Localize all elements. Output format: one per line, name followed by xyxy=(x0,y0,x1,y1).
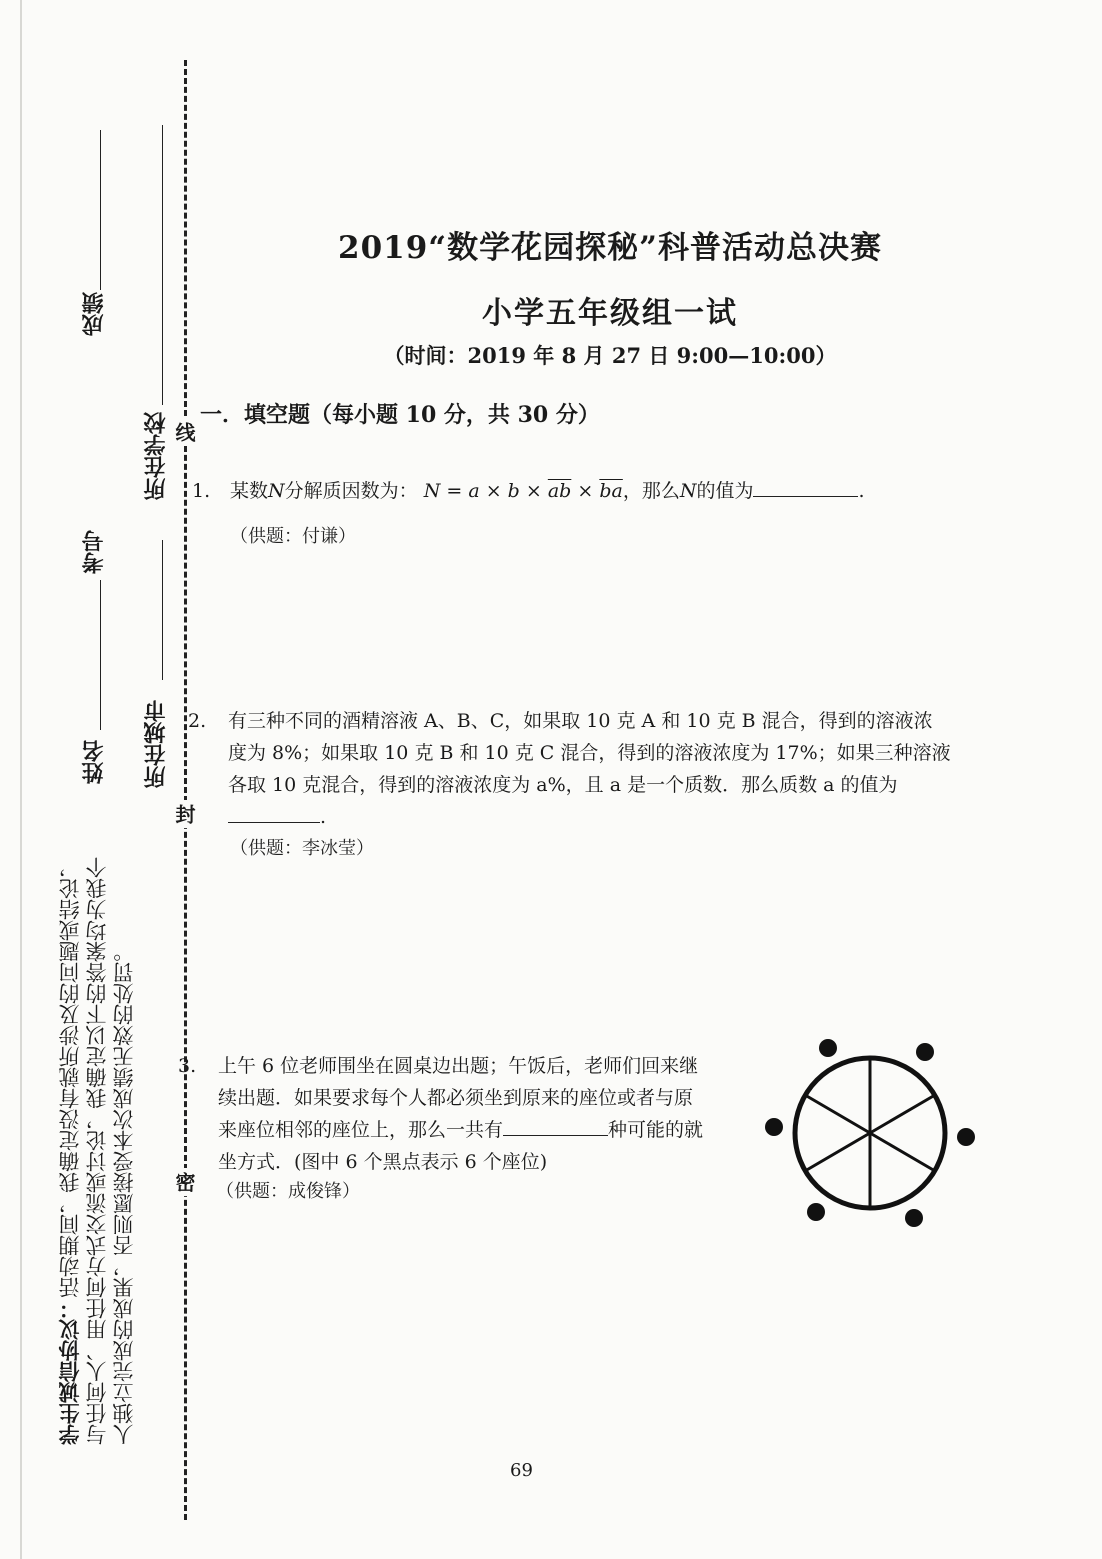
q1-text-d: 的值为 xyxy=(696,480,754,502)
honesty-agreement xyxy=(56,845,138,1445)
table-radii xyxy=(805,1058,935,1208)
q1-times-1: × xyxy=(479,480,508,502)
q3-answer-blank[interactable] xyxy=(503,1115,608,1136)
q1-number: 1. xyxy=(192,480,211,502)
exam-title: 2019“数学花园探秘”科普活动总决赛 xyxy=(338,230,882,266)
round-table-figure xyxy=(758,1030,983,1230)
q2-text xyxy=(228,705,988,833)
q3-number: 3. xyxy=(178,1055,197,1077)
q1-text-a: 某数 xyxy=(230,480,269,502)
cut-mark-seal: 封 xyxy=(170,800,199,828)
q1-eq-ab: $\overline{ab}$ xyxy=(547,480,572,502)
q1-times-2: × xyxy=(519,480,548,502)
score-line[interactable] xyxy=(100,130,101,290)
cut-mark-secret: 密 xyxy=(170,1168,199,1196)
cut-line xyxy=(184,60,187,1520)
q3-line-4: 坐方式．(图中 6 个黑点表示 6 个座位) xyxy=(218,1151,548,1173)
exam-subtitle: 小学五年级组一试 xyxy=(482,296,738,331)
q1-var-n: N xyxy=(268,480,285,502)
agreement-title: 学生诚信协议： xyxy=(57,1298,82,1445)
q2-provider: （供题：李冰莹） xyxy=(230,838,374,859)
seat-dot xyxy=(916,1043,934,1061)
q1-var-n2: N xyxy=(679,480,697,502)
agreement-body: 活动期间，我确定没有就所涉及的问题或结论，与任何人、用任何方式交流或讨论，我确定以下的答案均为我个人独立完成的成果，否则愿接受本次成绩无效的处罚。 xyxy=(58,857,136,1445)
section-title: 一．填空题（每小题 10 分，共 30 分） xyxy=(200,402,600,428)
q3-line-2: 续出题．如果要求每个人都必须坐到原来的座位或者与原 xyxy=(218,1087,694,1109)
q1-provider: （供题：付谦） xyxy=(230,526,356,547)
score-label: 成绩 xyxy=(81,292,107,336)
seat-dot xyxy=(807,1203,825,1221)
q1-eq-b: b xyxy=(507,480,520,502)
q3-provider: （供题：成俊锋） xyxy=(216,1181,360,1202)
seat-dot xyxy=(765,1118,783,1136)
q1-eq-n: N xyxy=(423,480,441,502)
q2-line-2: 度为 8%；如果取 10 克 B 和 10 克 C 混合，得到的溶液浓度为 17%；如果三种溶液 xyxy=(228,742,951,764)
q1-text-b: 分解质因数为： xyxy=(284,480,418,502)
q3-line-1: 上午 6 位老师围坐在圆桌边出题；午饭后，老师们回来继 xyxy=(218,1055,699,1077)
q1-eq-ba: $\overline{ba}$ xyxy=(599,480,623,502)
exam-time: （时间：2019 年 8 月 27 日 9:00—10:00） xyxy=(383,343,837,368)
q1-times-3: × xyxy=(571,480,600,502)
q2-answer-blank[interactable] xyxy=(228,802,320,823)
school-line[interactable] xyxy=(162,125,163,405)
q3-line-3b: 种可能的就 xyxy=(608,1119,704,1141)
q1-eq-a: a xyxy=(468,480,480,502)
school-label: 所在学校 xyxy=(143,412,169,500)
q3-text xyxy=(218,1050,758,1178)
seat-dot xyxy=(819,1039,837,1057)
q2-line-1: 有三种不同的酒精溶液 A、B、C，如果取 10 克 A 和 10 克 B 混合，得到的溶液浓 xyxy=(228,710,933,732)
q1-text xyxy=(230,475,865,507)
q1-eq-equals: = xyxy=(440,480,469,502)
q2-number: 2. xyxy=(188,710,207,732)
q3-line-3 xyxy=(218,1114,758,1146)
city-label: 所在城市 xyxy=(143,700,169,788)
seat-dot xyxy=(957,1128,975,1146)
page-edge xyxy=(20,0,22,1559)
q1-answer-blank[interactable] xyxy=(753,476,858,497)
exam-no-label: 考号 xyxy=(81,530,107,574)
page-number: 69 xyxy=(510,1460,533,1481)
cut-mark-line: 线 xyxy=(170,418,199,446)
q3-line-3a: 来座位相邻的座位上，那么一共有 xyxy=(218,1119,504,1141)
q1-end: . xyxy=(858,480,865,502)
q1-text-c: ，那么 xyxy=(622,480,680,502)
seat-dot xyxy=(905,1209,923,1227)
city-line[interactable] xyxy=(162,540,163,680)
q2-end: . xyxy=(320,806,327,828)
exam-no-line[interactable] xyxy=(100,580,101,730)
q2-line-4 xyxy=(228,801,988,833)
name-label: 姓名 xyxy=(81,740,107,784)
q2-line-3: 各取 10 克混合，得到的溶液浓度为 a%，且 a 是一个质数．那么质数 a 的值为 xyxy=(228,774,898,796)
